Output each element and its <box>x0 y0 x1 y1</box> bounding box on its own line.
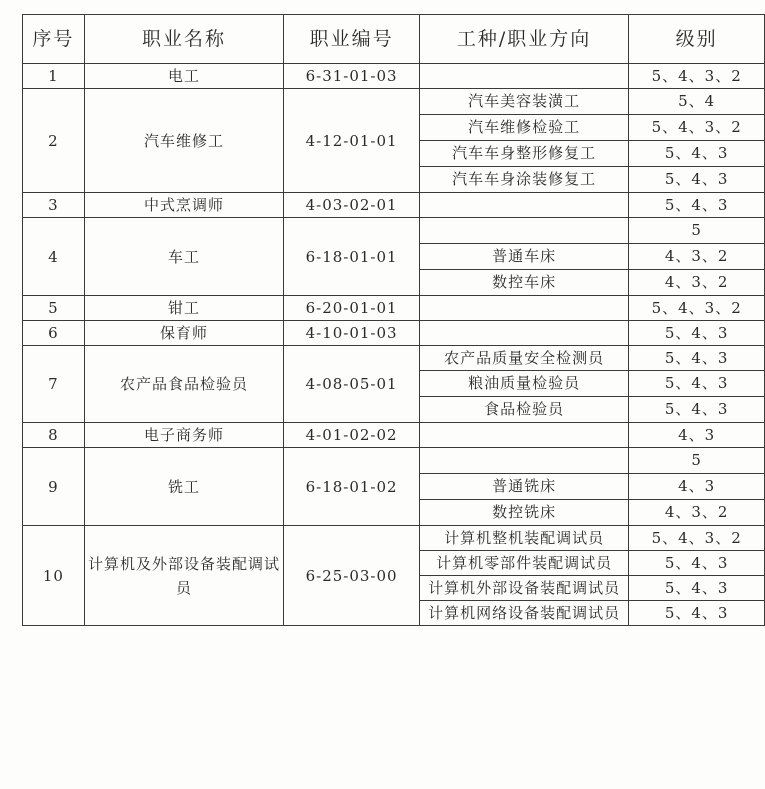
cell-direction: 数控铣床 <box>419 500 628 526</box>
cell-index: 1 <box>23 64 85 89</box>
table-row <box>23 423 765 448</box>
header-row <box>23 15 765 64</box>
cell-level: 5、4、3 <box>629 141 765 167</box>
cell-name: 计算机及外部设备装配调试员 <box>84 526 283 626</box>
cell-level: 5、4、3 <box>629 167 765 193</box>
cell-level: 4、3、2 <box>629 244 765 270</box>
cell-index: 9 <box>23 448 85 526</box>
cell-direction: 普通车床 <box>419 244 628 270</box>
cell-level: 4、3 <box>629 474 765 500</box>
cell-code: 4-03-02-01 <box>284 193 420 218</box>
table-row <box>23 296 765 321</box>
cell-index: 7 <box>23 346 85 423</box>
cell-level: 5 <box>629 448 765 474</box>
cell-level: 5、4、3 <box>629 321 765 346</box>
cell-direction: 计算机整机装配调试员 <box>419 526 628 551</box>
cell-code: 6-25-03-00 <box>284 526 420 626</box>
cell-index: 4 <box>23 218 85 296</box>
cell-name: 汽车维修工 <box>84 89 283 193</box>
cell-index: 3 <box>23 193 85 218</box>
cell-index: 6 <box>23 321 85 346</box>
cell-direction <box>419 448 628 474</box>
cell-code: 4-12-01-01 <box>284 89 420 193</box>
cell-direction <box>419 423 628 448</box>
cell-name: 农产品食品检验员 <box>84 346 283 423</box>
cell-index: 8 <box>23 423 85 448</box>
cell-index: 10 <box>23 526 85 626</box>
occupation-table <box>22 14 765 626</box>
cell-code: 4-08-05-01 <box>284 346 420 423</box>
cell-direction: 汽车美容装潢工 <box>419 89 628 115</box>
cell-code: 6-31-01-03 <box>284 64 420 89</box>
table-row <box>23 64 765 89</box>
cell-direction <box>419 321 628 346</box>
cell-level: 5、4、3 <box>629 601 765 626</box>
cell-direction: 数控车床 <box>419 270 628 296</box>
cell-direction: 汽车车身整形修复工 <box>419 141 628 167</box>
header-code: 职业编号 <box>284 15 420 64</box>
table-row <box>23 193 765 218</box>
cell-index: 2 <box>23 89 85 193</box>
header-level: 级别 <box>629 15 765 64</box>
cell-level: 5、4、3 <box>629 371 765 397</box>
table-row <box>23 448 765 474</box>
cell-direction: 农产品质量安全检测员 <box>419 346 628 371</box>
header-direction: 工种/职业方向 <box>419 15 628 64</box>
cell-level: 4、3 <box>629 423 765 448</box>
cell-direction: 汽车车身涂装修复工 <box>419 167 628 193</box>
cell-code: 6-18-01-02 <box>284 448 420 526</box>
cell-level: 5、4、3、2 <box>629 526 765 551</box>
cell-code: 4-10-01-03 <box>284 321 420 346</box>
cell-level: 5、4 <box>629 89 765 115</box>
cell-direction: 计算机零部件装配调试员 <box>419 551 628 576</box>
table-row <box>23 321 765 346</box>
cell-level: 5、4、3 <box>629 551 765 576</box>
cell-direction: 汽车维修检验工 <box>419 115 628 141</box>
cell-direction <box>419 193 628 218</box>
cell-direction: 普通铣床 <box>419 474 628 500</box>
table-row <box>23 218 765 244</box>
cell-level: 5、4、3、2 <box>629 64 765 89</box>
cell-level: 5、4、3 <box>629 346 765 371</box>
cell-level: 5、4、3 <box>629 397 765 423</box>
cell-index: 5 <box>23 296 85 321</box>
cell-level: 5、4、3 <box>629 193 765 218</box>
cell-direction: 食品检验员 <box>419 397 628 423</box>
cell-direction <box>419 64 628 89</box>
cell-level: 5 <box>629 218 765 244</box>
cell-name: 车工 <box>84 218 283 296</box>
table-row <box>23 346 765 371</box>
cell-direction <box>419 296 628 321</box>
header-index: 序号 <box>23 15 85 64</box>
cell-name: 钳工 <box>84 296 283 321</box>
cell-level: 4、3、2 <box>629 270 765 296</box>
cell-name: 电工 <box>84 64 283 89</box>
cell-name: 铣工 <box>84 448 283 526</box>
cell-name: 电子商务师 <box>84 423 283 448</box>
table-row <box>23 526 765 551</box>
cell-level: 4、3、2 <box>629 500 765 526</box>
cell-code: 6-18-01-01 <box>284 218 420 296</box>
cell-level: 5、4、3、2 <box>629 115 765 141</box>
cell-name: 中式烹调师 <box>84 193 283 218</box>
header-name: 职业名称 <box>84 15 283 64</box>
cell-level: 5、4、3、2 <box>629 296 765 321</box>
cell-level: 5、4、3 <box>629 576 765 601</box>
cell-code: 6-20-01-01 <box>284 296 420 321</box>
cell-code: 4-01-02-02 <box>284 423 420 448</box>
cell-direction: 粮油质量检验员 <box>419 371 628 397</box>
table-row <box>23 89 765 115</box>
cell-direction <box>419 218 628 244</box>
cell-direction: 计算机网络设备装配调试员 <box>419 601 628 626</box>
cell-direction: 计算机外部设备装配调试员 <box>419 576 628 601</box>
cell-name: 保育师 <box>84 321 283 346</box>
